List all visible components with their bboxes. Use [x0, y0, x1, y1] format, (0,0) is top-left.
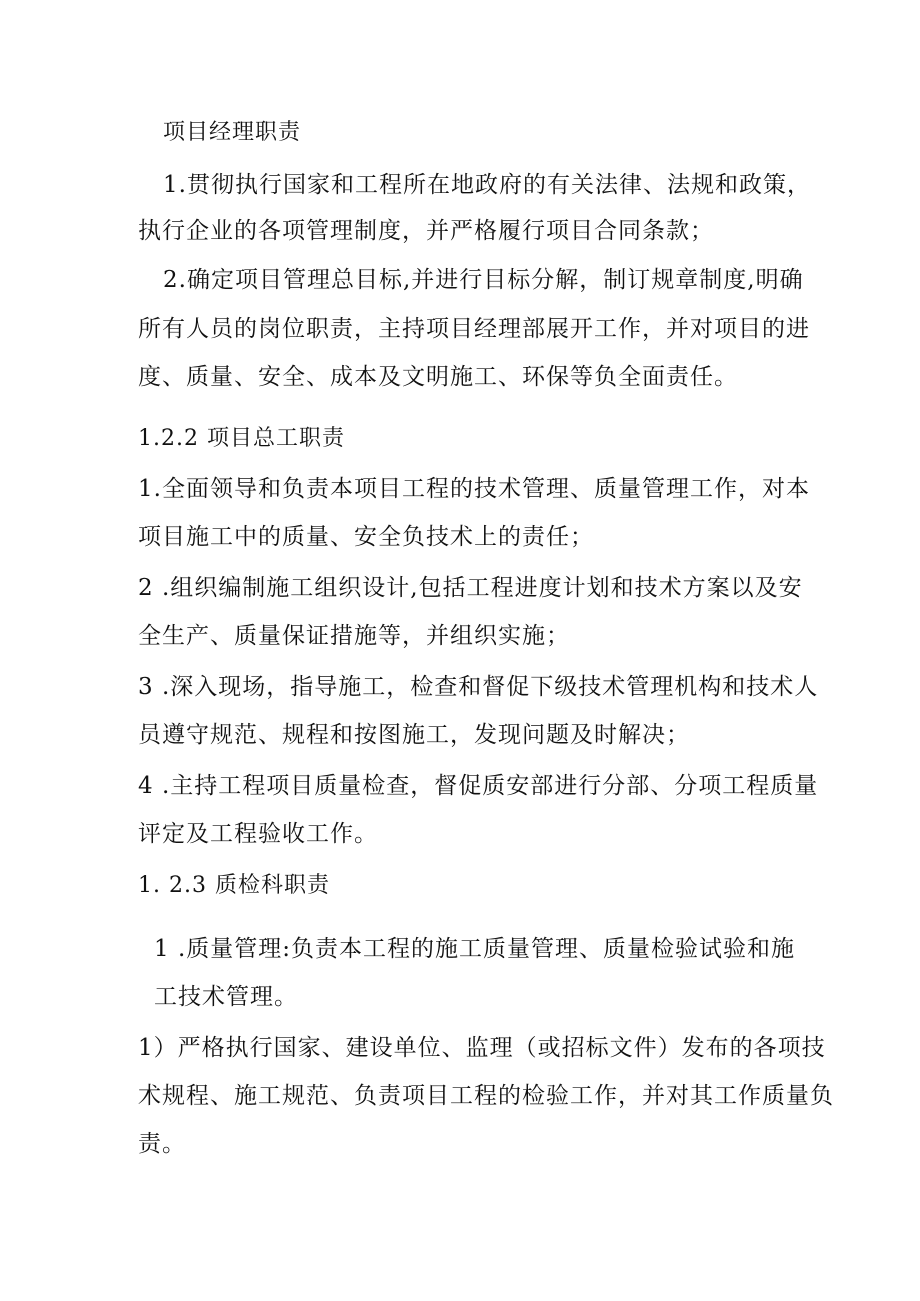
paragraph-line: 2.确定项目管理总目标,并进行目标分解，制订规章制度,明确	[163, 267, 804, 293]
paragraph-line: 3 .深入现场，指导施工，检查和督促下级技术管理机构和技术人	[138, 674, 819, 700]
paragraph-line: 员遵守规范、规程和按图施工，发现问题及时解决；	[138, 722, 690, 748]
section-title-project-manager: 项目经理职责	[163, 120, 302, 145]
paragraph-line: 1）严格执行国家、建设单位、监理（或招标文件）发布的各项技	[138, 1035, 826, 1061]
paragraph-line: 1.贯彻执行国家和工程所在地政府的有关法律、法规和政策，	[163, 172, 811, 198]
section-title-chief-engineer: 1.2.2 项目总工职责	[138, 426, 345, 451]
paragraph-line: 所有人员的岗位职责，主持项目经理部展开工作，并对项目的进	[138, 316, 810, 342]
paragraph-line: 项目施工中的质量、安全负技术上的责任；	[138, 524, 594, 550]
paragraph-line: 1.全面领导和负责本项目工程的技术管理、质量管理工作，对本	[138, 476, 810, 502]
paragraph-line: 2 .组织编制施工组织设计,包括工程进度计划和技术方案以及安	[138, 575, 803, 601]
paragraph-line: 1 .质量管理:负责本工程的施工质量管理、质量检验试验和施	[154, 936, 796, 962]
paragraph-line: 4 .主持工程项目质量检查，督促质安部进行分部、分项工程质量	[138, 773, 819, 799]
paragraph-line: 术规程、施工规范、负责项目工程的检验工作，并对其工作质量负	[138, 1083, 834, 1109]
paragraph-line: 评定及工程验收工作。	[138, 821, 378, 847]
paragraph-line: 工技术管理。	[154, 984, 298, 1010]
section-title-quality-dept: 1. 2.3 质检科职责	[138, 873, 330, 898]
paragraph-line: 执行企业的各项管理制度，并严格履行项目合同条款；	[138, 218, 714, 244]
paragraph-line: 全生产、质量保证措施等，并组织实施；	[138, 623, 570, 649]
paragraph-line: 责。	[138, 1131, 186, 1157]
paragraph-line: 度、质量、安全、成本及文明施工、环保等负全面责任。	[138, 364, 738, 390]
